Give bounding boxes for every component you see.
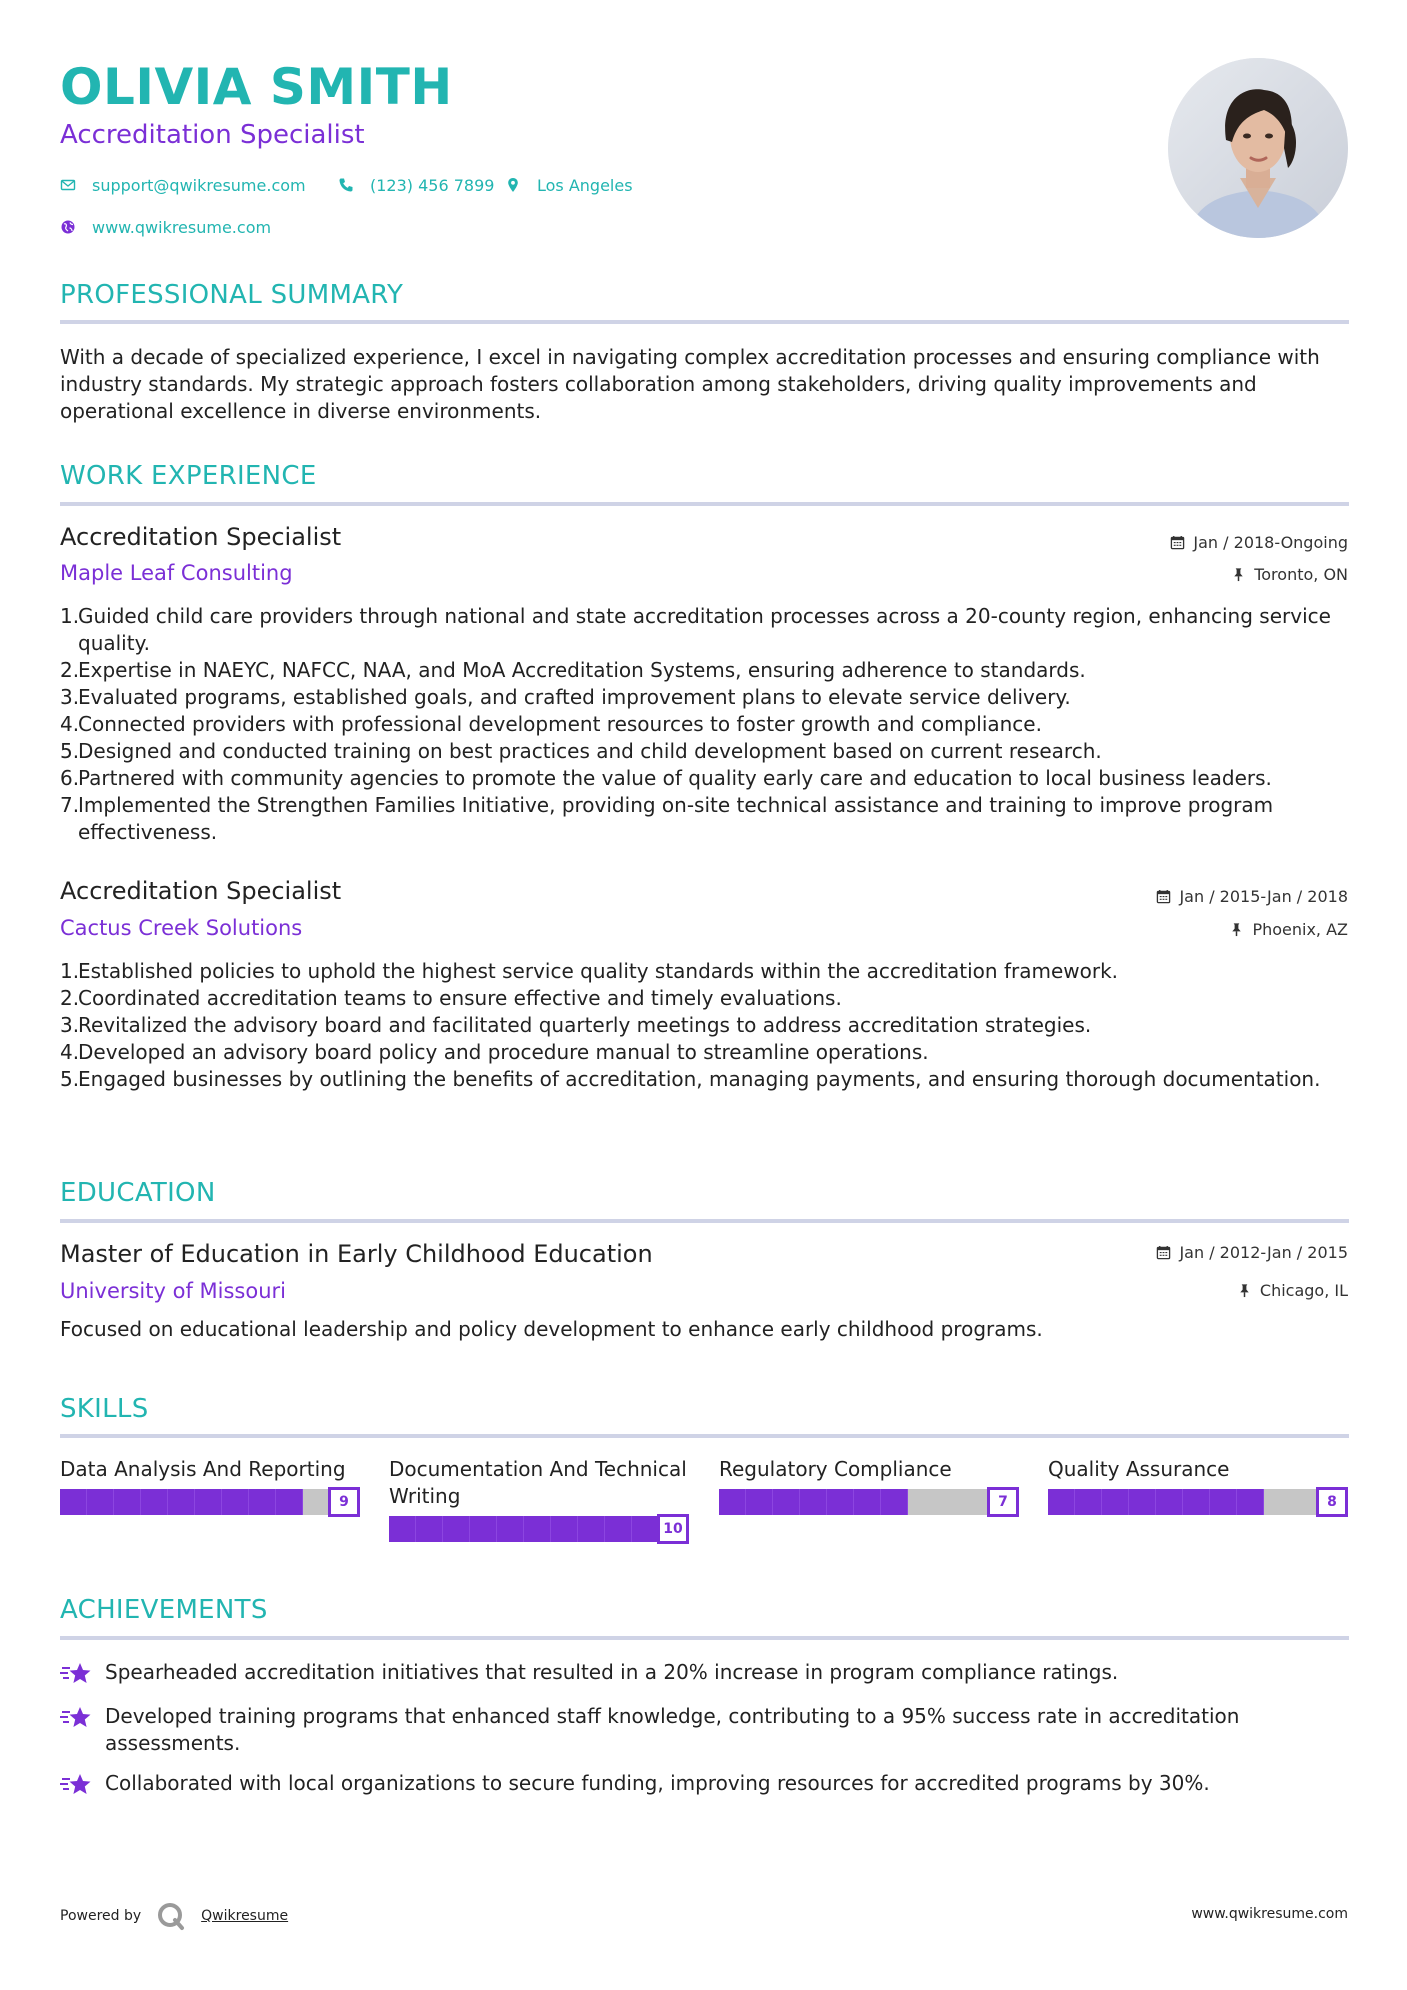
achievement-text: Developed training programs that enhanced staff knowledge, contributing to a 95% success rate in accreditation assessments.	[105, 1704, 1240, 1755]
star-icon	[60, 1705, 92, 1731]
achievement-text: Spearheaded accreditation initiatives that resulted in a 20% increase in program compliance ratings.	[105, 1660, 1119, 1684]
skill-bar-segment	[1048, 1489, 1075, 1515]
summary-divider	[60, 320, 1349, 324]
footer-website[interactable]: www.qwikresume.com	[1191, 1906, 1348, 1922]
contact-location	[505, 175, 633, 195]
skill-bar-segment	[389, 1516, 416, 1542]
list-item: 1. Established policies to uphold the highest service quality standards within the accreditation framework.	[60, 959, 1119, 983]
job-location-text: Phoenix, AZ	[1252, 920, 1348, 939]
skill-rating-bar	[1048, 1487, 1348, 1515]
skill-rating-bar	[60, 1487, 360, 1515]
skill-name: Quality Assurance	[1048, 1457, 1230, 1481]
list-item: 3. Revitalized the advisory board and facilitated quarterly meetings to address accreditation strategies.	[60, 1013, 1092, 1037]
website-text: www.qwikresume.com	[92, 217, 272, 237]
skill-item	[60, 1456, 360, 1515]
candidate-title: Accreditation Specialist	[60, 120, 365, 150]
pushpin-icon	[1229, 922, 1244, 937]
skill-bar-fill	[719, 1489, 908, 1515]
skill-bar-segment	[87, 1489, 114, 1515]
skill-bar-segment	[195, 1489, 222, 1515]
skill-bar-segment	[854, 1489, 881, 1515]
skill-item	[389, 1456, 689, 1542]
skill-bar-segment	[416, 1516, 443, 1542]
list-item: 4. Connected providers with professional development resources to foster growth and compliance.	[60, 712, 1042, 736]
education-divider	[60, 1219, 1349, 1223]
powered-by-text: Powered by	[60, 1908, 142, 1924]
skill-bar-segment	[249, 1489, 276, 1515]
job-location	[1229, 920, 1348, 939]
contact-phone[interactable]	[338, 175, 494, 195]
education-school: University of Missouri	[60, 1279, 286, 1303]
skill-name: Regulatory Compliance	[719, 1457, 952, 1481]
list-item: 5. Designed and conducted training on best practices and child development based on current research.	[60, 739, 1102, 763]
profile-photo-image	[1168, 58, 1348, 238]
achievements-heading: ACHIEVEMENTS	[60, 1595, 268, 1625]
skill-item	[1048, 1456, 1348, 1515]
skill-bar-segment	[1156, 1489, 1183, 1515]
summary-heading: PROFESSIONAL SUMMARY	[60, 280, 404, 310]
job-company: Maple Leaf Consulting	[60, 561, 293, 585]
skill-bar-segment	[1237, 1489, 1264, 1515]
experience-heading: WORK EXPERIENCE	[60, 461, 317, 491]
skill-bar-segment	[222, 1489, 249, 1515]
skill-bar-segment	[276, 1489, 303, 1515]
job-title: Accreditation Specialist	[60, 523, 342, 551]
list-item: 3. Evaluated programs, established goals, and crafted improvement plans to elevate service delivery.	[60, 685, 1071, 709]
job-dates	[1170, 533, 1348, 552]
list-item: 7. Implemented the Strengthen Families Initiative, providing on-site technical assistance and training to improve program effectiveness.	[60, 793, 1274, 844]
skill-bar-segment	[632, 1516, 659, 1542]
skill-bar-segment	[1129, 1489, 1156, 1515]
phone-text: (123) 456 7899	[370, 175, 495, 195]
skill-bar-segment	[1075, 1489, 1102, 1515]
achievements-divider	[60, 1636, 1349, 1640]
job-dates-text: Jan / 2015-Jan / 2018	[1179, 887, 1348, 906]
job-responsibilities	[60, 958, 1349, 1093]
skill-bar-segment	[773, 1489, 800, 1515]
skill-bar-fill	[1048, 1489, 1264, 1515]
job-title: Accreditation Specialist	[60, 877, 342, 905]
contact-email[interactable]	[60, 175, 306, 195]
list-item: 1. Guided child care providers through national and state accreditation processes across a 20-county region, enhancing service quality.	[60, 604, 1331, 655]
globe-icon	[60, 219, 76, 235]
skill-name: Data Analysis And Reporting	[60, 1457, 346, 1481]
skill-bar-segment	[141, 1489, 168, 1515]
achievement-text: Collaborated with local organizations to secure funding, improving resources for accredited programs by 30%.	[105, 1771, 1210, 1795]
skill-bar-fill	[60, 1489, 303, 1515]
map-pin-icon	[505, 177, 521, 193]
qwikresume-logo-icon	[155, 1900, 187, 1932]
job-company: Cactus Creek Solutions	[60, 916, 303, 940]
education-location-text: Chicago, IL	[1259, 1281, 1348, 1300]
envelope-icon	[60, 177, 76, 193]
skill-score: 9	[328, 1487, 360, 1517]
job-dates-text: Jan / 2018-Ongoing	[1193, 533, 1348, 552]
phone-icon	[338, 177, 354, 193]
skill-item	[719, 1456, 1019, 1515]
skill-bar-segment	[881, 1489, 908, 1515]
skill-bar-segment	[1210, 1489, 1237, 1515]
calendar-icon	[1170, 535, 1185, 550]
achievement-item	[60, 1703, 1349, 1757]
calendar-icon	[1156, 1245, 1171, 1260]
skill-bar-segment	[800, 1489, 827, 1515]
summary-text: With a decade of specialized experience, I excel in navigating complex accreditation processes and ensuring compliance with industry standards. My strategic approach fosters collaboration among stakeholders, driving quality improvements and operational excellence in diverse environments.	[60, 345, 1320, 423]
job-dates	[1156, 887, 1348, 906]
list-item: 6. Partnered with community agencies to promote the value of quality early care and education to local business leaders.	[60, 766, 1272, 790]
skill-bar-segment	[114, 1489, 141, 1515]
skill-rating-bar	[389, 1514, 689, 1542]
education-location	[1237, 1281, 1348, 1300]
list-item: 2. Expertise in NAEYC, NAFCC, NAA, and MoA Accreditation Systems, ensuring adherence to standards.	[60, 658, 1086, 682]
candidate-name: OLIVIA SMITH	[60, 58, 453, 116]
skill-score: 8	[1316, 1487, 1348, 1517]
skill-bar-segment	[746, 1489, 773, 1515]
skills-divider	[60, 1434, 1349, 1438]
skills-heading: SKILLS	[60, 1394, 149, 1424]
calendar-icon	[1156, 889, 1171, 904]
pushpin-icon	[1231, 567, 1246, 582]
education-description: Focused on educational leadership and policy development to enhance early childhood programs.	[60, 1317, 1043, 1341]
skill-bar-segment	[168, 1489, 195, 1515]
skill-bar-segment	[1102, 1489, 1129, 1515]
skill-bar-segment	[443, 1516, 470, 1542]
skill-bar-segment	[497, 1516, 524, 1542]
skill-bar-segment	[1183, 1489, 1210, 1515]
education-dates-text: Jan / 2012-Jan / 2015	[1179, 1243, 1348, 1262]
education-degree: Master of Education in Early Childhood Education	[60, 1240, 653, 1268]
skill-name: Documentation And Technical Writing	[389, 1457, 687, 1508]
skill-bar-fill	[389, 1516, 659, 1542]
skill-bar-segment	[60, 1489, 87, 1515]
skill-rating-bar	[719, 1487, 1019, 1515]
job-responsibilities	[60, 603, 1349, 846]
list-item: 4. Developed an advisory board policy and procedure manual to streamline operations.	[60, 1040, 929, 1064]
profile-photo	[1168, 58, 1348, 238]
experience-divider	[60, 502, 1349, 506]
star-icon	[60, 1772, 92, 1798]
skill-bar-segment	[524, 1516, 551, 1542]
achievement-item	[60, 1770, 1349, 1798]
contact-website[interactable]	[60, 217, 271, 237]
footer-powered-by	[60, 1900, 288, 1932]
star-icon	[60, 1661, 92, 1687]
location-text: Los Angeles	[537, 175, 633, 195]
skill-bar-segment	[719, 1489, 746, 1515]
list-item: 2. Coordinated accreditation teams to ensure effective and timely evaluations.	[60, 986, 842, 1010]
skill-bar-segment	[605, 1516, 632, 1542]
skill-bar-segment	[578, 1516, 605, 1542]
achievement-item	[60, 1659, 1349, 1687]
job-location	[1231, 565, 1348, 584]
skill-score: 7	[987, 1487, 1019, 1517]
skill-score: 10	[657, 1514, 689, 1544]
brand-link[interactable]: Qwikresume	[201, 1908, 289, 1924]
email-text: support@qwikresume.com	[92, 175, 306, 195]
skill-bar-segment	[470, 1516, 497, 1542]
skill-bar-segment	[827, 1489, 854, 1515]
skill-bar-segment	[551, 1516, 578, 1542]
pushpin-icon	[1237, 1283, 1252, 1298]
education-dates	[1156, 1243, 1348, 1262]
list-item: 5. Engaged businesses by outlining the benefits of accreditation, managing payments, and ensuring thorough documentation.	[60, 1067, 1321, 1091]
job-location-text: Toronto, ON	[1254, 565, 1348, 584]
education-heading: EDUCATION	[60, 1178, 216, 1208]
